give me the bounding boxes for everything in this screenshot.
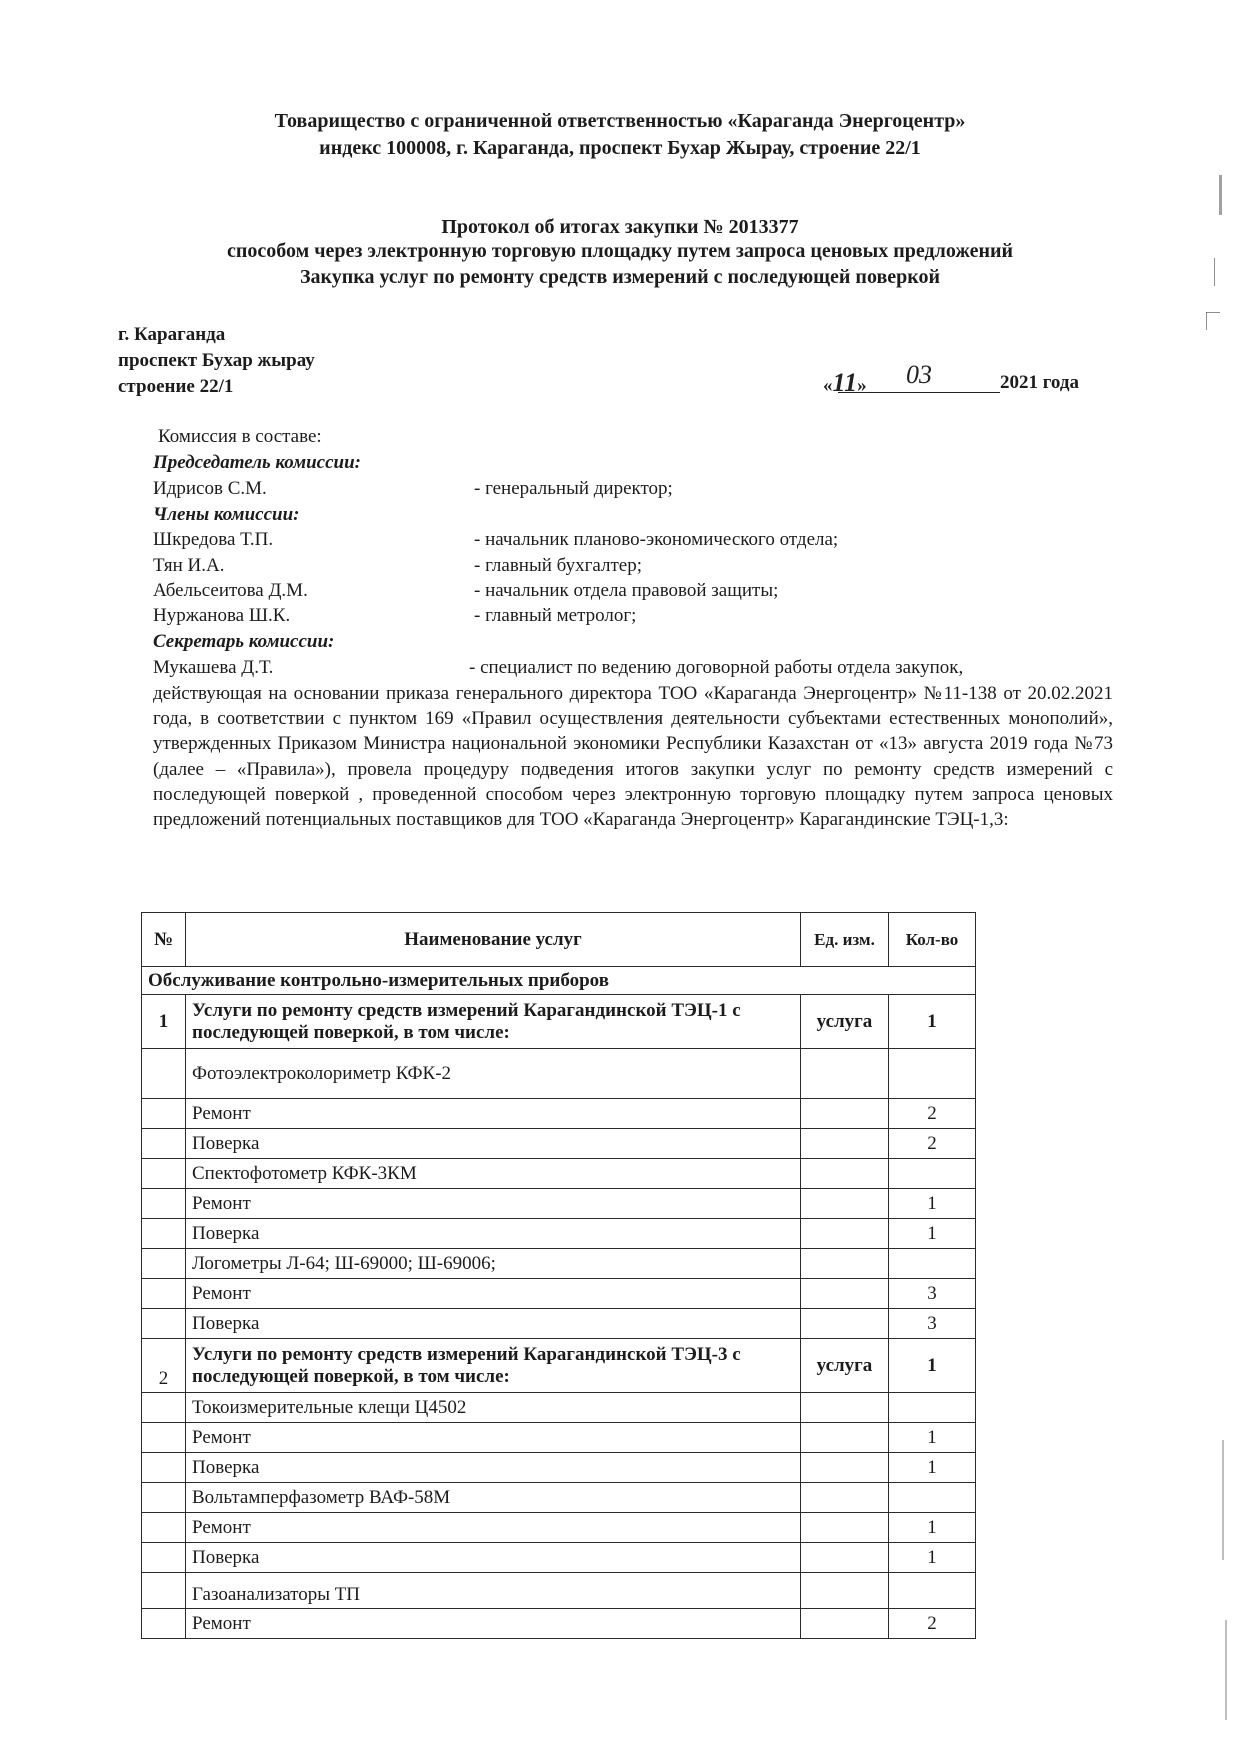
table-row [142, 1609, 976, 1639]
date-close-quote: » [857, 375, 867, 396]
organization-name: Товарищество с ограниченной ответственностью «Караганда Энергоцентр» [274, 110, 966, 132]
member-role: - начальник планово-экономического отдела; [474, 529, 839, 550]
member-name: Тян И.А. [153, 555, 225, 576]
table-row [142, 1393, 976, 1423]
row-qty [889, 1573, 976, 1609]
row-qty: 3 [889, 1279, 976, 1309]
scan-artifact [1206, 312, 1220, 313]
row-qty: 2 [889, 1129, 976, 1159]
member-name: Шкредова Т.П. [153, 529, 274, 550]
protocol-subject: Закупка услуг по ремонту средств измерений с последующей поверкой [299, 266, 941, 288]
place-city: г. Караганда [118, 324, 226, 345]
scan-artifact [1225, 1620, 1227, 1720]
table-row [142, 1049, 976, 1099]
item-num: 2 [142, 1339, 186, 1393]
row-name: Ремонт [186, 1609, 801, 1639]
table-row [142, 1099, 976, 1129]
item-row [142, 995, 976, 1049]
row-qty: 1 [889, 1423, 976, 1453]
secretary-name: Мукашева Д.Т. [153, 657, 274, 678]
table-row [142, 1189, 976, 1219]
row-name: Поверка [186, 1309, 801, 1339]
protocol-method: способом через электронную торговую площадку путем запроса ценовых предложений [226, 240, 1014, 262]
members-heading: Члены комиссии: [153, 504, 300, 525]
header-unit: Ед. изм. [801, 913, 889, 967]
row-name: Ремонт [186, 1279, 801, 1309]
row-qty [889, 1159, 976, 1189]
row-qty: 1 [889, 1453, 976, 1483]
table-row [142, 1423, 976, 1453]
item-num: 1 [142, 995, 186, 1049]
date-open-quote: « [823, 375, 833, 396]
secretary-heading: Секретарь комиссии: [153, 631, 335, 652]
item-name: Услуги по ремонту средств измерений Карагандинской ТЭЦ-1 с последующей поверкой, в том числе: [186, 995, 801, 1049]
secretary-role: - специалист по ведению договорной работы отдела закупок, [469, 657, 964, 678]
row-name: Поверка [186, 1219, 801, 1249]
place-building: строение 22/1 [118, 376, 234, 397]
organization-address: индекс 100008, г. Караганда, проспект Бухар Жырау, строение 22/1 [319, 137, 921, 159]
row-qty: 1 [889, 1219, 976, 1249]
item-qty: 1 [889, 995, 976, 1049]
scan-artifact [1219, 175, 1222, 215]
member-name: Нуржанова Ш.К. [153, 605, 291, 626]
section-row [142, 967, 976, 995]
row-name: Поверка [186, 1543, 801, 1573]
table-row [142, 1483, 976, 1513]
date-year: 2021 года [1000, 372, 1079, 393]
row-name: Вольтамперфазометр ВАФ-58М [186, 1483, 801, 1513]
row-qty: 1 [889, 1513, 976, 1543]
protocol-title: Протокол об итогах закупки № 2013377 [441, 216, 799, 238]
member-role: - главный бухгалтер; [474, 555, 642, 576]
row-name: Ремонт [186, 1099, 801, 1129]
header-num: № [142, 913, 186, 967]
row-name: Спектофотометр КФК-3КМ [186, 1159, 801, 1189]
commission-intro: Комиссия в составе: [158, 426, 322, 447]
row-qty: 1 [889, 1189, 976, 1219]
scan-artifact [1214, 258, 1215, 286]
procedure-paragraph: действующая на основании приказа генерального директора ТОО «Караганда Энергоцентр» №11-138 от 20.02.2021 года, в соответствии с пунктом 169 «Правил осуществления деятельности субъектами естественных монополий», утвержденных Приказом Министра национальной экономики Республики Казахстан от «13» августа 2019 года №73 (далее – «Правила»), провела процедуру подведения итогов закупки услуг по ремонту средств измерений с последующей поверкой , проведенной способом через электронную торговую площадку путем запроса ценовых предложений потенциальных поставщиков для ТОО «Караганда Энергоцентр» Карагандинские ТЭЦ-1,3: [153, 683, 1113, 831]
item-row [142, 1339, 976, 1393]
header-qty: Кол-во [889, 913, 976, 967]
header-name: Наименование услуг [186, 913, 801, 967]
date-day: 11 [832, 368, 858, 397]
item-unit: услуга [801, 995, 889, 1049]
table-row [142, 1279, 976, 1309]
date-underline [838, 392, 1000, 393]
row-qty: 1 [889, 1543, 976, 1573]
row-qty: 2 [889, 1609, 976, 1639]
row-qty: 2 [889, 1099, 976, 1129]
table-row [142, 1573, 976, 1609]
chair-name: Идрисов С.М. [153, 478, 267, 499]
row-qty [889, 1049, 976, 1099]
place-street: проспект Бухар жырау [118, 350, 315, 371]
row-name: Логометры Л-64; Ш-69000; Ш-69006; [186, 1249, 801, 1279]
row-name: Ремонт [186, 1513, 801, 1543]
row-name: Ремонт [186, 1423, 801, 1453]
chair-heading: Председатель комиссии: [153, 452, 361, 473]
item-unit: услуга [801, 1339, 889, 1393]
scan-artifact [1206, 312, 1207, 330]
scan-artifact [1222, 1440, 1224, 1560]
table-row [142, 1159, 976, 1189]
chair-role: - генеральный директор; [474, 478, 673, 499]
section-title: Обслуживание контрольно-измерительных приборов [142, 967, 976, 995]
item-name: Услуги по ремонту средств измерений Карагандинской ТЭЦ-3 с последующей поверкой, в том числе: [186, 1339, 801, 1393]
row-qty: 3 [889, 1309, 976, 1339]
table-row [142, 1219, 976, 1249]
date-line [823, 370, 867, 398]
row-name: Токоизмерительные клещи Ц4502 [186, 1393, 801, 1423]
table-row [142, 1129, 976, 1159]
row-name: Поверка [186, 1129, 801, 1159]
member-role: - начальник отдела правовой защиты; [474, 580, 779, 601]
row-name: Ремонт [186, 1189, 801, 1219]
member-name: Абельсеитова Д.М. [153, 580, 308, 601]
row-qty [889, 1249, 976, 1279]
member-role: - главный метролог; [474, 605, 637, 626]
item-qty: 1 [889, 1339, 976, 1393]
table-row [142, 1309, 976, 1339]
table-row [142, 1513, 976, 1543]
table-row [142, 1453, 976, 1483]
table-row [142, 1543, 976, 1573]
row-qty [889, 1483, 976, 1513]
table-header-row [142, 913, 976, 967]
row-name: Поверка [186, 1453, 801, 1483]
row-qty [889, 1393, 976, 1423]
table-row [142, 1249, 976, 1279]
services-table [141, 912, 976, 1639]
row-name: Газоанализаторы ТП [186, 1573, 801, 1609]
date-month: 03 [906, 360, 932, 389]
row-name: Фотоэлектроколориметр КФК-2 [186, 1049, 801, 1099]
